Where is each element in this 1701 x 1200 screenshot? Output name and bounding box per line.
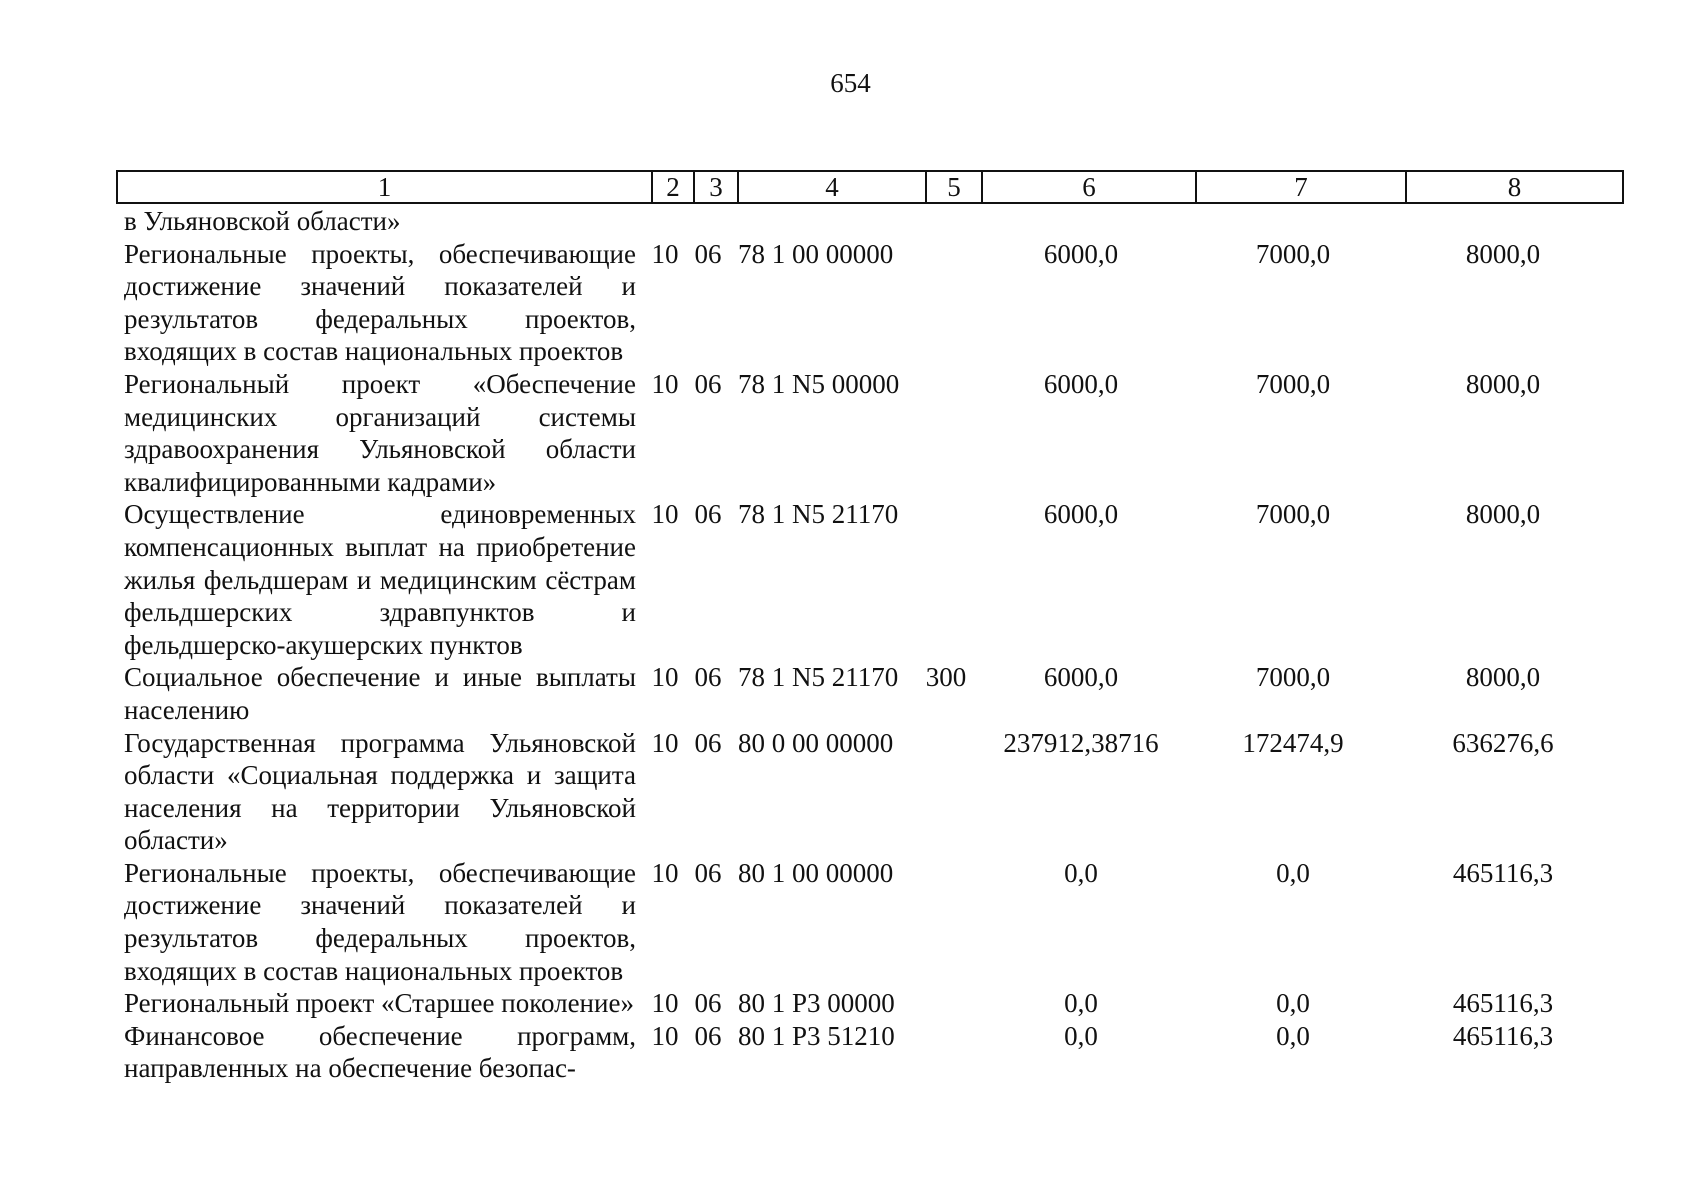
- row-subsection: 06: [694, 368, 722, 399]
- continuation-row: [124, 205, 1624, 238]
- row-section: 10: [651, 1020, 679, 1051]
- row-subsection: 06: [694, 238, 722, 269]
- row-section: 10: [651, 857, 679, 888]
- row-section: 10: [651, 988, 679, 1019]
- row-value-col6: 0,0: [1064, 857, 1098, 888]
- table-row: [124, 987, 1624, 1020]
- column-header-8: 8: [1406, 171, 1623, 203]
- table-row: [124, 1020, 1624, 1085]
- row-value-col7: 7000,0: [1255, 238, 1331, 269]
- row-name: Региональные проекты, обеспечивающие достижение значений показателей и результатов федеральных проектов, входящих в состав национальных проектов: [124, 857, 636, 986]
- column-header-5: 5: [926, 171, 982, 203]
- column-header-table: [116, 170, 1624, 204]
- row-name: Региональный проект «Обеспечение медицинских организаций системы здравоохранения Ульяновской области квалифицированными кадрами»: [124, 368, 636, 497]
- row-value-col8: 8000,0: [1465, 238, 1541, 269]
- row-section: 10: [651, 368, 679, 399]
- row-name: Региональный проект «Старшее поколение»: [124, 988, 634, 1019]
- row-expense-type: [918, 727, 974, 857]
- row-target-code: 80 1 P3 51210: [738, 1020, 895, 1051]
- continuation-text: в Ульяновской области»: [124, 206, 401, 236]
- row-name: Социальное обеспечение и иные выплаты населению: [124, 662, 636, 725]
- row-value-col7: 0,0: [1276, 857, 1310, 888]
- row-value-col6: 6000,0: [1043, 238, 1119, 269]
- row-target-code: 78 1 00 00000: [738, 238, 894, 269]
- row-value-col7: 7000,0: [1255, 368, 1331, 399]
- row-subsection: 06: [694, 857, 722, 888]
- row-target-code: 78 1 N5 21170: [738, 662, 899, 693]
- row-expense-type: 300: [925, 662, 967, 693]
- table-row: [124, 238, 1624, 368]
- column-header-4: 4: [738, 171, 926, 203]
- row-expense-type: [918, 987, 974, 1020]
- row-value-col6: 0,0: [1064, 1020, 1098, 1051]
- row-value-col6: 6000,0: [1043, 662, 1119, 693]
- row-name: Региональные проекты, обеспечивающие достижение значений показателей и результатов федеральных проектов, входящих в состав национальных проектов: [124, 238, 636, 367]
- row-name: Государственная программа Ульяновской области «Социальная поддержка и защита населения на территории Ульяновской области»: [124, 727, 636, 856]
- row-expense-type: [918, 1020, 974, 1085]
- row-subsection: 06: [694, 662, 722, 693]
- row-value-col7: 7000,0: [1255, 499, 1331, 530]
- row-target-code: 78 1 N5 00000: [738, 368, 900, 399]
- row-value-col8: 8000,0: [1465, 662, 1541, 693]
- row-section: 10: [651, 662, 679, 693]
- row-value-col6: 6000,0: [1043, 499, 1119, 530]
- row-target-code: 80 0 00 00000: [738, 727, 894, 758]
- row-value-col7: 172474,9: [1242, 727, 1344, 758]
- row-value-col7: 7000,0: [1255, 662, 1331, 693]
- column-header-row: [117, 171, 1623, 203]
- row-value-col7: 0,0: [1276, 1020, 1310, 1051]
- column-header-1: 1: [117, 171, 652, 203]
- table-row: [124, 857, 1624, 987]
- row-value-col8: 465116,3: [1452, 988, 1554, 1019]
- row-value-col7: 0,0: [1276, 988, 1310, 1019]
- row-subsection: 06: [694, 499, 722, 530]
- row-target-code: 80 1 00 00000: [738, 857, 894, 888]
- row-target-code: 80 1 P3 00000: [738, 988, 895, 1019]
- table-row: [124, 498, 1624, 661]
- row-expense-type: [918, 857, 974, 987]
- table-row: [124, 368, 1624, 498]
- row-expense-type: [918, 368, 974, 498]
- row-subsection: 06: [694, 727, 722, 758]
- row-value-col8: 465116,3: [1452, 1020, 1554, 1051]
- row-name: Финансовое обеспечение программ, направленных на обеспечение безопас-: [124, 1020, 636, 1084]
- row-value-col8: 465116,3: [1452, 857, 1554, 888]
- column-header-3: 3: [694, 171, 738, 203]
- budget-table-body: [124, 205, 1624, 1085]
- page-number: 654: [830, 68, 871, 98]
- row-section: 10: [651, 238, 679, 269]
- table-row: [124, 661, 1624, 726]
- row-expense-type: [918, 498, 974, 661]
- column-header-6: 6: [982, 171, 1196, 203]
- row-section: 10: [651, 499, 679, 530]
- row-subsection: 06: [694, 1020, 722, 1051]
- row-value-col8: 8000,0: [1465, 499, 1541, 530]
- row-expense-type: [918, 238, 974, 368]
- row-value-col8: 8000,0: [1465, 368, 1541, 399]
- row-section: 10: [651, 727, 679, 758]
- row-value-col6: 6000,0: [1043, 368, 1119, 399]
- table-row: [124, 727, 1624, 857]
- row-name: Осуществление единовременных компенсационных выплат на приобретение жилья фельдшерам и медицинским сёстрам фельдшерских здравпунктов и фельдшерско-акушерских пунктов: [124, 499, 636, 660]
- row-value-col8: 636276,6: [1452, 727, 1554, 758]
- row-subsection: 06: [694, 988, 722, 1019]
- row-value-col6: 0,0: [1064, 988, 1098, 1019]
- column-header-2: 2: [652, 171, 694, 203]
- row-value-col6: 237912,38716: [1003, 727, 1159, 758]
- column-header-7: 7: [1196, 171, 1406, 203]
- row-target-code: 78 1 N5 21170: [738, 499, 899, 530]
